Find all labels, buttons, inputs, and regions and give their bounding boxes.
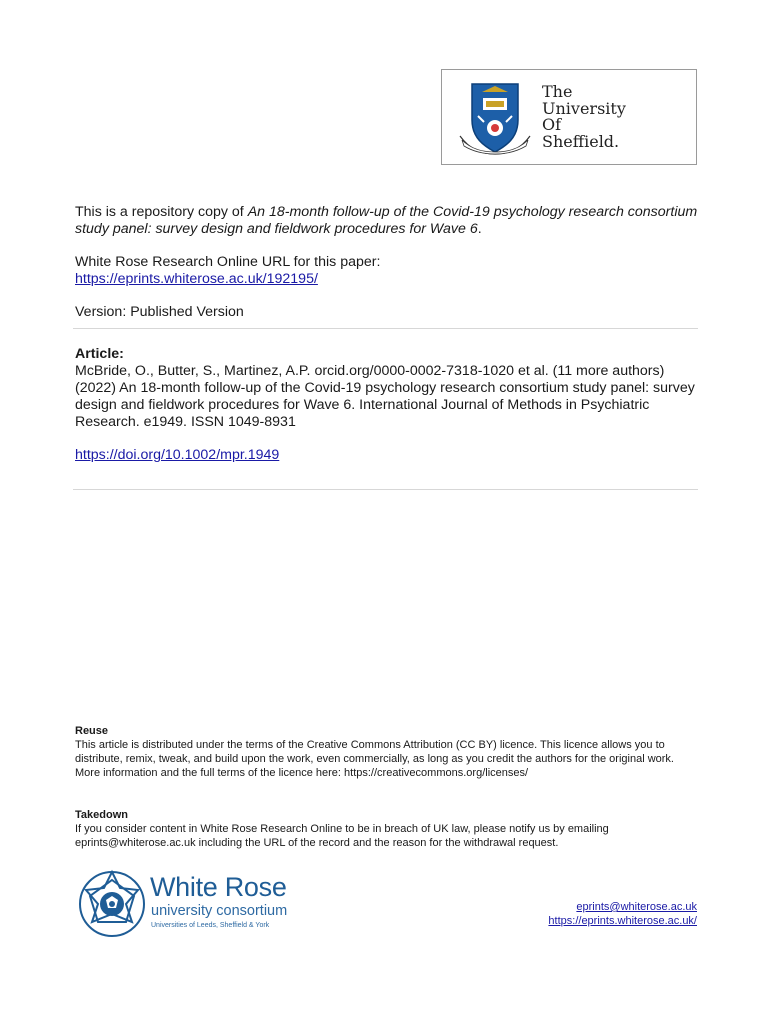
site-link[interactable]: https://eprints.whiterose.ac.uk/ bbox=[548, 915, 697, 927]
url-label: White Rose Research Online URL for this paper: bbox=[75, 254, 381, 270]
footer-contact bbox=[548, 900, 697, 928]
white-rose-title: White Rose bbox=[150, 872, 287, 902]
article-citation: McBride, O., Butter, S., Martinez, A.P. orcid.org/0000-0002-7318-1020 et al. (11 more authors) (2022) An 18-month follow-up of the Covid-19 psychology research consortium study panel: survey design and fieldwork procedures for Wave 6. International Journal of Methods in Psychiatric Research. e1949. ISSN 1049-8931 bbox=[75, 363, 695, 430]
reuse-text: This article is distributed under the terms of the Creative Commons Attribution (CC BY) licence. This licence allows you to distribute, remix, tweak, and build upon the work, even commercially, as long as you credit the authors for the original work. More information and the full terms of the licence here: https://creativecommons.org/licenses/ bbox=[75, 739, 674, 779]
doi-link[interactable]: https://doi.org/10.1002/mpr.1949 bbox=[75, 447, 280, 463]
white-rose-subtitle: university consortium bbox=[151, 903, 288, 919]
article-heading: Article: bbox=[75, 346, 124, 362]
paper-url-link[interactable]: https://eprints.whiterose.ac.uk/192195/ bbox=[75, 271, 318, 287]
sheffield-crest-icon bbox=[458, 80, 532, 156]
divider bbox=[73, 489, 698, 490]
version-text: Version: Published Version bbox=[75, 304, 244, 320]
reuse-heading: Reuse bbox=[75, 725, 109, 737]
university-logo bbox=[441, 69, 697, 165]
white-rose-tagline: Universities of Leeds, Sheffield & York bbox=[151, 922, 270, 929]
url-section bbox=[75, 254, 700, 288]
email-link[interactable]: eprints@whiterose.ac.uk bbox=[576, 901, 697, 913]
takedown-text: If you consider content in White Rose Research Online to be in breach of UK law, please notify us by emailing eprints@whiterose.ac.uk including the URL of the record and the reason for the withdrawal request. bbox=[75, 823, 609, 849]
takedown-heading: Takedown bbox=[75, 809, 128, 821]
divider bbox=[73, 328, 698, 329]
white-rose-emblem-icon bbox=[76, 868, 148, 940]
paper-title: An 18-month follow-up of the Covid-19 psychology research consortium study panel: survey design and fieldwork procedures for Wave 6 bbox=[75, 204, 698, 237]
university-name: The University Of Sheffield. bbox=[542, 82, 626, 151]
white-rose-logo bbox=[76, 868, 326, 940]
repository-intro: This is a repository copy of An 18-month follow-up of the Covid-19 psychology research consortium study panel: survey design and fieldwork procedures for Wave 6. bbox=[75, 204, 698, 237]
